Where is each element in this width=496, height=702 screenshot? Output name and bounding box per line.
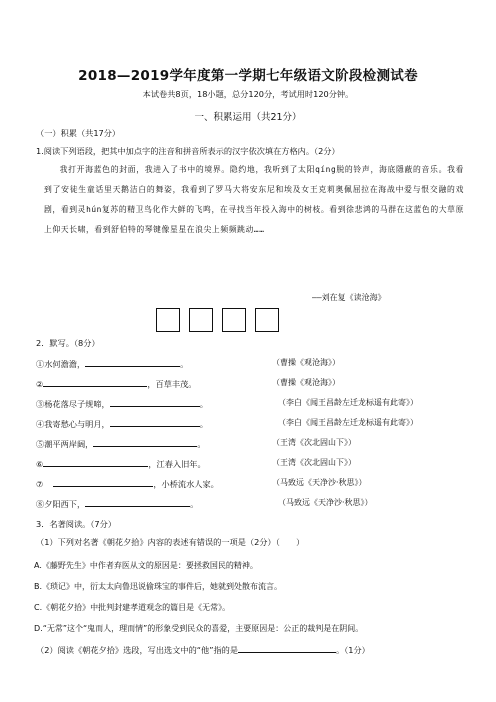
answer-blank[interactable] (85, 357, 180, 367)
section-heading: 一、积累运用（共21分） (194, 112, 302, 123)
line-suffix: 。 (199, 419, 208, 429)
answer-blank[interactable] (85, 497, 190, 507)
line-number: ② (36, 379, 44, 389)
sub2-suffix: 。（1分） (336, 645, 370, 655)
recite-source-3: （李白《闻王昌龄左迁龙标遥有此寄》） (278, 398, 418, 407)
recite-line-4 (36, 417, 208, 430)
line-prefix: 潮平两岸阔， (44, 439, 94, 449)
answer-blank[interactable] (110, 417, 200, 427)
question-3-heading: 3．名著阅读。（7分） (36, 519, 117, 529)
recite-line-7 (36, 477, 219, 490)
recite-line-2 (36, 377, 196, 390)
answer-box-2[interactable] (189, 308, 213, 332)
line-suffix: 。 (199, 399, 208, 409)
answer-blank[interactable] (238, 643, 336, 653)
part-heading: （一）积累（共17分） (36, 128, 121, 138)
line-number: ⑧ (36, 499, 45, 509)
recite-source-8: （马致远《天净沙·秋思》） (278, 498, 373, 507)
sub2-prefix: （2）阅读《朝花夕拾》选段，写出选文中的“他”指的是 (36, 645, 239, 655)
line-suffix: 。 (190, 499, 199, 509)
line-number: ⑦ (36, 479, 44, 489)
line-prefix: 杨花落尽子规啼， (44, 399, 110, 409)
exam-subtitle: 本试卷共8页，18小题，总分120分，考试用时120分钟。 (142, 89, 354, 99)
answer-box-3[interactable] (222, 308, 246, 332)
line-suffix: ，小桥流水人家。 (153, 479, 219, 489)
answer-blank[interactable] (43, 377, 147, 387)
answer-boxes (156, 308, 279, 332)
line-suffix: 。 (180, 359, 189, 369)
answer-blank[interactable] (43, 457, 148, 467)
option-d: D.“无常”这个“鬼而人，理而情”的形象受到民众的喜爱，主要原因是：公正的裁判是在阴间。 (34, 624, 364, 633)
line-number: ④ (36, 419, 45, 429)
recite-source-6: （王湾《次北固山下》） (272, 458, 356, 467)
answer-box-4[interactable] (255, 308, 279, 332)
option-a: A.《藤野先生》中作者弃医从文的原因是：要拯救国民的精神。 (34, 561, 258, 570)
line-prefix: 我寄愁心与明月， (44, 419, 110, 429)
answer-blank[interactable] (93, 437, 197, 447)
reading-passage: 我打开海蓝色的封面，我进入了书中的境界。隐约地，我听到了太阳qíng脱的铃声，海底隱蔽的音乐。我看到了安徒生童话里天鹅洁白的舞姿，我看到了罗马大将安东尼和埃及女王克莉奥佩屈拉在海战中爱与恨交融的戏剧，看到灵hún复苏的精卫鸟化作大鲜的飞鸣，在寻找当年投入海中的树枝。看到徐悲鸿的马群在这蓝色的大草原上仰天长啸，看到舒伯特的琴键像星星在浪尖上频频跳动…… (44, 165, 464, 234)
line-suffix: ，百草丰茂。 (147, 379, 197, 389)
line-number: ③ (36, 399, 45, 409)
line-number: ① (36, 359, 45, 369)
question-2-heading: 2．默写。（8分） (36, 338, 100, 348)
recite-line-6 (36, 457, 206, 470)
line-prefix: 水何澹澹， (44, 359, 86, 369)
recite-line-3 (36, 397, 208, 410)
recite-source-2: （曹操《观沧海》） (272, 378, 340, 387)
question-3-sub2 (36, 643, 370, 656)
line-prefix: 夕阳西下， (44, 499, 86, 509)
exam-title: 2018—2019学年度第一学期七年级语文阶段检测试卷 (78, 68, 418, 84)
answer-blank[interactable] (53, 477, 153, 487)
line-suffix: 。 (197, 439, 206, 449)
answer-blank[interactable] (110, 397, 200, 407)
recite-source-7: （马致远《天净沙·秋思》） (272, 478, 367, 487)
recite-source-1: （曹操《观沧海》） (272, 358, 340, 367)
passage-source: ——刘在复《读沧海》 (312, 293, 386, 302)
recite-source-5: （王湾《次北固山下》） (272, 438, 356, 447)
answer-box-1[interactable] (156, 308, 180, 332)
question-1-text: 1.阅读下列语段，把其中加点字的注音和拼音所表示的汉字依次填在方格内。（2分） (36, 146, 340, 156)
line-number: ⑥ (36, 459, 44, 469)
line-number: ⑤ (36, 439, 45, 449)
option-b: B.《琐记》中，衍太太向鲁迅说偷珠宝的事件后，她就到处散布流言。 (34, 582, 283, 591)
line-suffix: ，江春入旧年。 (148, 459, 206, 469)
recite-line-5 (36, 437, 206, 450)
recite-line-1 (36, 357, 188, 370)
option-c: C.《朝花夕拾》中批判封建孝道观念的篇目是《无常》。 (34, 603, 231, 612)
recite-source-4: （李白《闻王昌龄左迁龙标遥有此寄》） (278, 418, 418, 427)
question-3-sub1: （1）下列对名著《朝花夕拾》内容的表述有错误的一项是（2分）（ ） (36, 537, 305, 547)
recite-line-8 (36, 497, 198, 510)
